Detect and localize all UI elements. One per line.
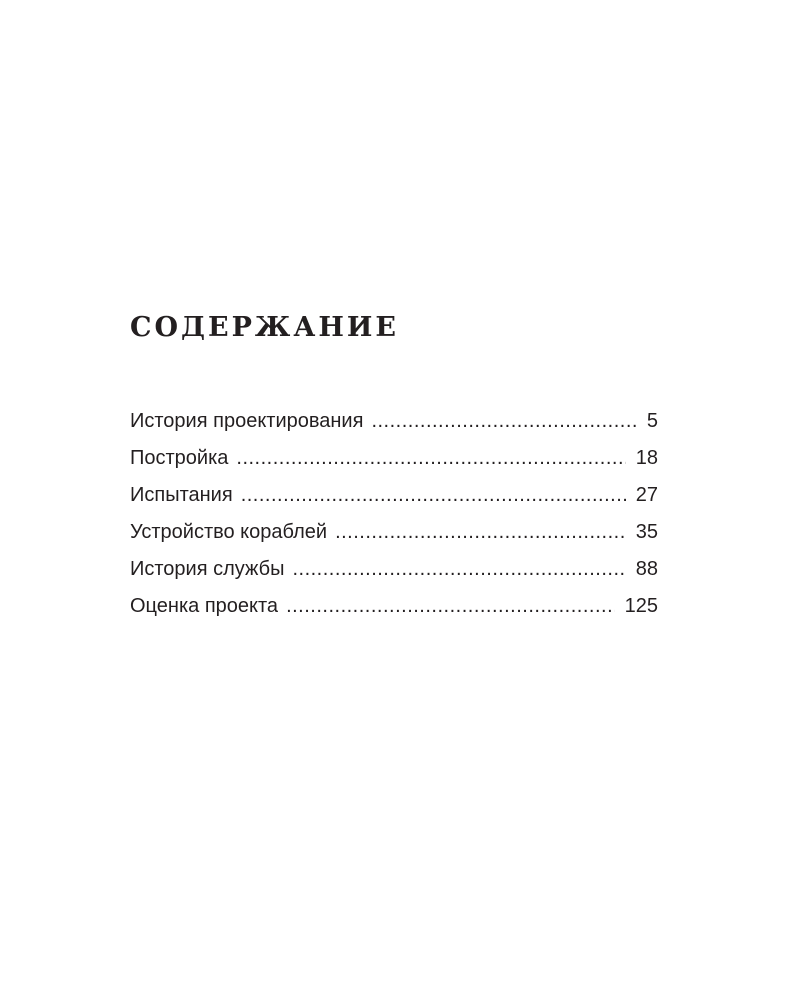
toc-entry [130, 403, 658, 440]
toc-entry-label: История проектирования [130, 410, 364, 432]
toc-entry-label: Постройка [130, 447, 229, 469]
toc-entry [130, 514, 658, 551]
toc-entry-label: История службы [130, 558, 285, 580]
page-title: СОДЕРЖАНИЕ [130, 312, 399, 343]
toc-entry-label: Устройство кораблей [130, 521, 328, 543]
toc-entry-label: Испытания [130, 484, 233, 506]
toc-entry [130, 477, 658, 514]
dot-leader [292, 551, 625, 588]
dot-leader [236, 440, 625, 477]
dot-leader [286, 588, 615, 625]
toc-entry [130, 551, 658, 588]
dot-leader [371, 403, 636, 440]
toc-entry-page: 27 [635, 484, 658, 506]
toc-entry-page: 5 [646, 410, 658, 432]
toc-entry-page: 88 [635, 558, 658, 580]
toc-entry-page: 35 [635, 521, 658, 543]
dot-leader [241, 477, 626, 514]
toc-entry [130, 588, 658, 625]
toc-entry [130, 440, 658, 477]
table-of-contents [130, 403, 658, 625]
toc-entry-page: 18 [635, 447, 658, 469]
dot-leader [335, 514, 626, 551]
toc-entry-label: Оценка проекта [130, 595, 279, 617]
toc-entry-page: 125 [624, 595, 658, 617]
